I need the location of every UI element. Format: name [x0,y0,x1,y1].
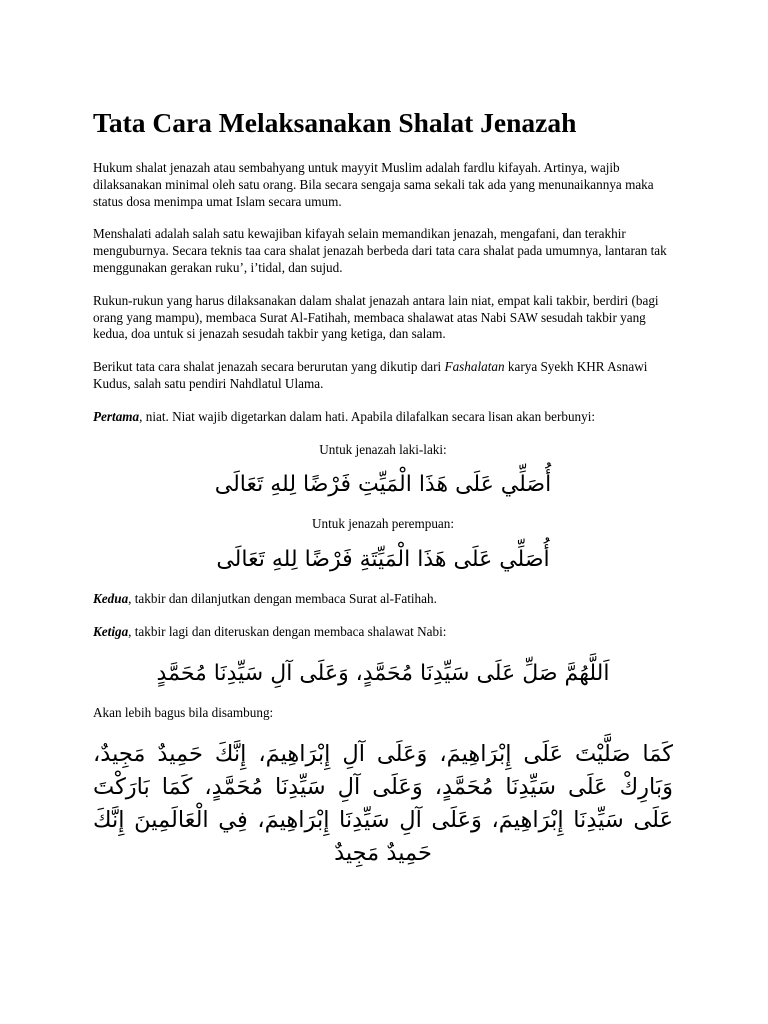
label-jenazah-laki: Untuk jenazah laki-laki: [319,441,447,457]
page-title: Tata Cara Melaksanakan Shalat Jenazah [93,107,577,138]
paragraph-rukun: Rukun-rukun yang harus dilaksanakan dalam shalat jenazah antara lain niat, empat kali takbir, berdiri (bagi orang yang mampu), membaca Surat Al-Fatihah, membaca shalawat atas Nabi SAW sesudah takbir yang kedua, doa untuk si jenazah sesudah takbir yang ketiga, dan salam. [93,292,659,342]
paragraph-berikut-text-end: karya Syekh KHR Asnawi Kudus, salah satu pendiri Nahdlatul Ulama. [93,359,648,391]
step-pertama [93,409,673,426]
arabic-shalawat-lanjutan: كَمَا صَلَّيْتَ عَلَى إِبْرَاهِيمَ، وَعَلَى آلِ إِبْرَاهِيمَ، إِنَّكَ حَمِيدٌ مَجِيدٌ، وَبَارِكْ عَلَى سَيِّدِنَا مُحَمَّدٍ، وَعَلَى آلِ سَيِّدِنَا مُحَمَّدٍ، كَمَا بَارَكْتَ عَلَى سَيِّدِنَا إِبْرَاهِيمَ، وَعَلَى آلِ سَيِّدِنَا إِبْرَاهِيمَ، فِي الْعَالَمِينَ إِنَّكَ حَمِيدٌ مَجِيدٌ [93,740,673,866]
document-body [93,104,673,884]
step-pertama-label: Pertama [93,408,140,424]
source-title: Fashalatan [444,359,505,375]
step-kedua [93,591,673,608]
paragraph-hukum: Hukum shalat jenazah atau sembahyang untuk mayyit Muslim adalah fardlu kifayah. Artinya, wajib dilaksanakan minimal oleh satu orang. Bila secara sengaja sama sekali tak ada yang menunaikannya maka status dosa menimpa umat Islam secara umum. [93,160,654,209]
step-pertama-text: , niat. Niat wajib digetarkan dalam hati. Apabila dilafalkan secara lisan akan berbunyi: [139,408,596,424]
paragraph-berikut [93,359,673,393]
step-kedua-label: Kedua [93,591,129,607]
label-jenazah-perempuan: Untuk jenazah perempuan: [311,516,455,532]
arabic-niat-laki: أُصَلِّي عَلَى هَذَا الْمَيِّتِ فَرْضًا لِلهِ تَعَالَى [214,472,552,498]
paragraph-berikut-text: Berikut tata cara shalat jenazah secara berurutan yang dikutip dari [93,359,445,375]
arabic-niat-perempuan: أُصَلِّي عَلَى هَذَا الْمَيِّتَةِ فَرْضًا لِلهِ تَعَالَى [216,547,550,573]
step-ketiga-label: Ketiga [93,623,129,639]
step-ketiga-text: , takbir lagi dan diteruskan dengan membaca shalawat Nabi: [128,623,447,639]
step-ketiga [93,624,673,641]
step-kedua-text: , takbir dan dilanjutkan dengan membaca Surat al-Fatihah. [128,591,437,607]
paragraph-menshalati: Menshalati adalah salah satu kewajiban kifayah selain memandikan jenazah, mengafani, dan terakhir menguburnya. Secara teknis taa cara shalat jenazah berbeda dari tata cara shalat pada umumnya, lantaran tak menggunakan gerakan ruku’, i’tidal, dan sujud. [93,226,667,275]
arabic-shalawat: اَللَّهُمَّ صَلِّ عَلَى سَيِّدِنَا مُحَمَّدٍ، وَعَلَى آلِ سَيِّدِنَا مُحَمَّدٍ [156,660,610,686]
paragraph-sambung: Akan lebih bagus bila disambung: [93,704,274,720]
